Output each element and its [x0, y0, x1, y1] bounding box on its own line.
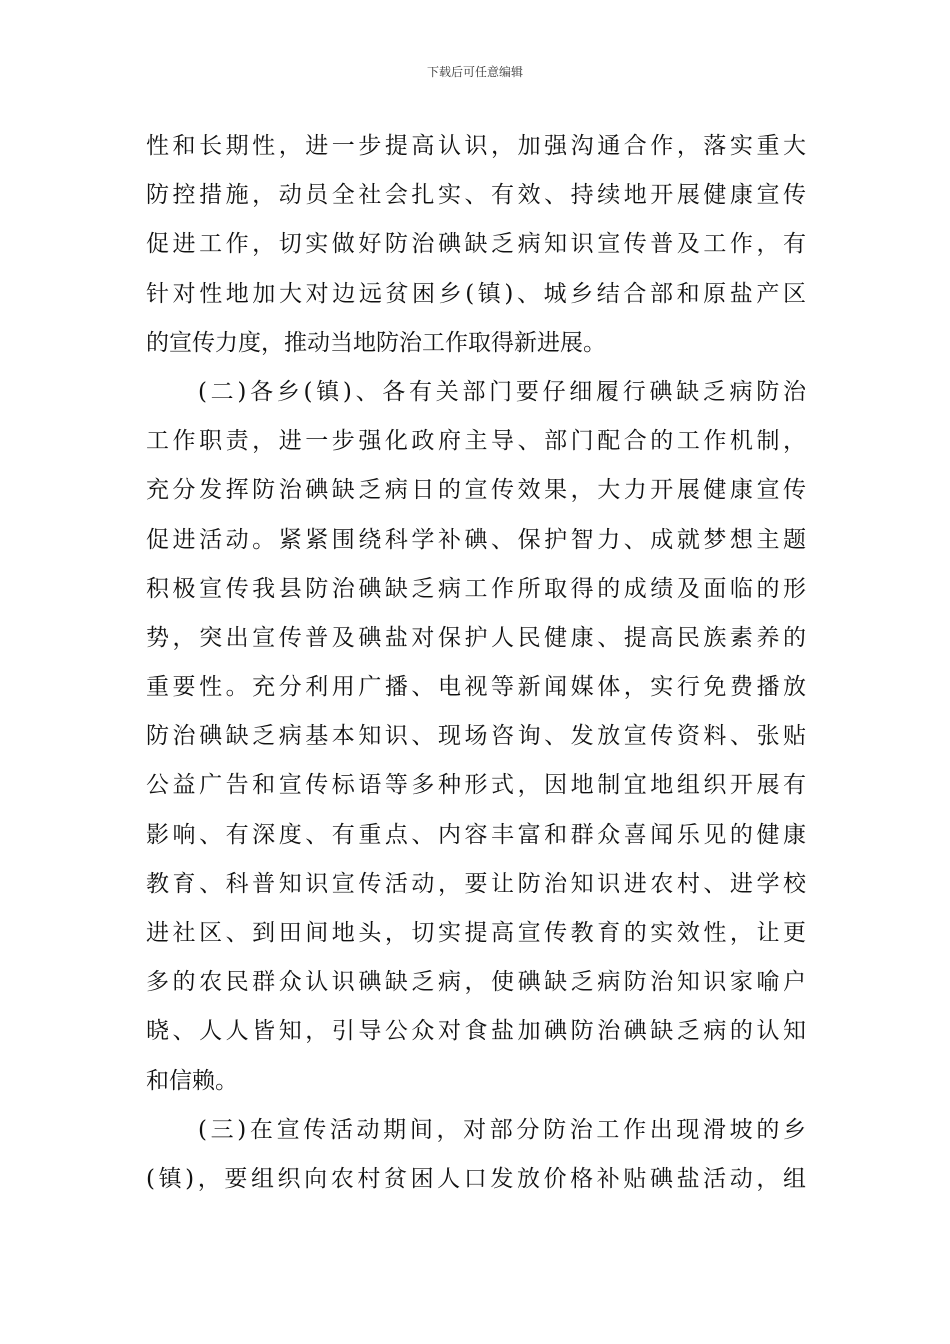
text-line: 促进工作，切实做好防治碘缺乏病知识宣传普及工作，有 [146, 231, 806, 258]
text-line: 晓、人人皆知，引导公众对食盐加碘防治碘缺乏病的认知 [146, 1018, 806, 1045]
text-line: 性和长期性，进一步提高认识，加强沟通合作，落实重大 [146, 133, 806, 159]
text-line: 影响、有深度、有重点、内容丰富和群众喜闻乐见的健康 [146, 821, 806, 848]
text-line: 的宣传力度，推动当地防治工作取得新进展。 [146, 329, 606, 356]
text-line: (镇)，要组织向农村贫困人口发放价格补贴碘盐活动，组 [146, 1165, 806, 1192]
text-line: 工作职责，进一步强化政府主导、部门配合的工作机制， [146, 428, 806, 455]
text-line: 公益广告和宣传标语等多种形式，因地制宜地组织开展有 [146, 772, 806, 799]
text-line: 进社区、到田间地头，切实提高宣传教育的实效性，让更 [146, 920, 806, 946]
paragraph [146, 1106, 806, 1204]
text-line: 积极宣传我县防治碘缺乏病工作所取得的成绩及面临的形 [146, 575, 806, 602]
text-line: 充分发挥防治碘缺乏病日的宣传效果，大力开展健康宣传 [146, 477, 806, 504]
text-line: (三)在宣传活动期间，对部分防治工作出现滑坡的乡 [198, 1116, 806, 1143]
text-line: 促进活动。紧紧围绕科学补碘、保护智力、成就梦想主题 [146, 526, 806, 553]
text-line: 防治碘缺乏病基本知识、现场咨询、发放宣传资料、张贴 [146, 723, 806, 750]
text-line: (二)各乡(镇)、各有关部门要仔细履行碘缺乏病防治 [198, 378, 806, 405]
text-line: 多的农民群众认识碘缺乏病，使碘缺乏病防治知识家喻户 [146, 969, 806, 996]
text-line: 针对性地加大对边远贫困乡(镇)、城乡结合部和原盐产区 [146, 280, 806, 307]
paragraph [146, 368, 806, 1106]
text-line: 和信赖。 [146, 1067, 238, 1094]
text-line: 势，突出宣传普及碘盐对保护人民健康、提高民族素养的 [146, 624, 806, 651]
text-line: 防控措施，动员全社会扎实、有效、持续地开展健康宣传 [146, 182, 806, 209]
paragraph [146, 122, 806, 368]
page-header: 下载后可任意编辑 [426, 65, 523, 79]
text-line: 重要性。充分利用广播、电视等新闻媒体，实行免费播放 [146, 674, 806, 701]
text-line: 教育、科普知识宣传活动，要让防治知识进农村、进学校 [146, 870, 806, 897]
document-body [146, 122, 806, 1204]
